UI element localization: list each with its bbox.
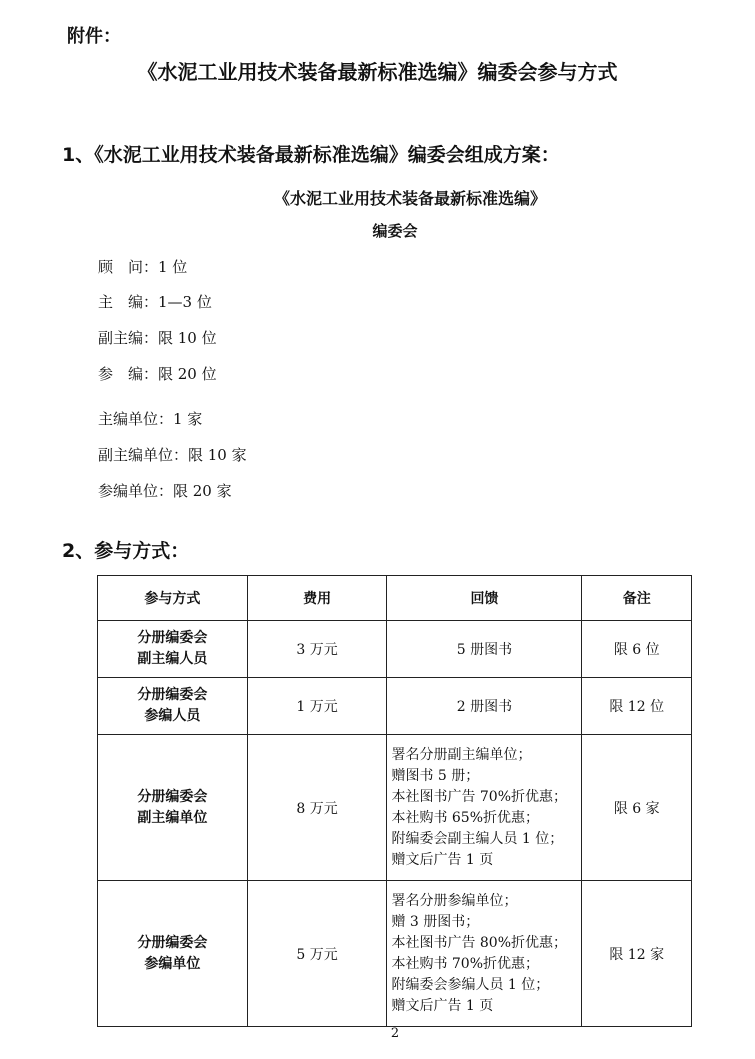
method-line: 分册编委会 <box>137 934 208 951</box>
role-chief-editor: 主 编：1—3 位 <box>98 293 212 311</box>
return-line: 附编委会参编人员 1 位； <box>391 976 550 993</box>
method-line: 参编人员 <box>144 708 201 724</box>
cell-method <box>98 621 248 678</box>
role-deputy-unit: 副主编单位：限 10 家 <box>98 446 247 464</box>
cell-note: 限 6 家 <box>582 735 692 881</box>
table-row <box>98 621 692 678</box>
method-line: 分册编委会 <box>137 687 208 703</box>
return-line: 署名分册参编单位； <box>391 892 518 909</box>
cell-return <box>387 881 582 1027</box>
role-chief-unit: 主编单位：1 家 <box>98 410 203 428</box>
cell-method <box>98 735 248 881</box>
method-line: 分册编委会 <box>137 630 208 646</box>
return-line: 署名分册副主编单位； <box>391 746 532 763</box>
header-method: 参与方式 <box>98 576 248 621</box>
table-row <box>98 678 692 735</box>
method-line: 参编单位 <box>144 955 201 972</box>
method-line: 副主编单位 <box>137 809 208 826</box>
method-line: 分册编委会 <box>137 788 208 805</box>
section2-heading: 2、参与方式： <box>62 540 190 562</box>
return-line: 本社图书广告 80%折优惠； <box>391 934 568 951</box>
method-line: 副主编人员 <box>137 651 208 667</box>
return-line: 附编委会副主编人员 1 位； <box>391 830 564 847</box>
section1-heading: 1、《水泥工业用技术装备最新标准选编》编委会组成方案： <box>62 144 560 166</box>
cell-note: 限 6 位 <box>582 621 692 678</box>
cell-return <box>387 735 582 881</box>
return-line: 本社购书 70%折优惠； <box>391 955 540 972</box>
role-contributor-unit: 参编单位：限 20 家 <box>98 482 232 500</box>
table-row <box>98 735 692 881</box>
cell-note: 限 12 位 <box>582 678 692 735</box>
participation-table <box>97 575 692 1027</box>
cell-fee: 8 万元 <box>247 735 387 881</box>
return-line: 本社购书 65%折优惠； <box>391 809 540 826</box>
return-line: 赠文后广告 1 页 <box>391 851 494 868</box>
cell-fee: 3 万元 <box>247 621 387 678</box>
cell-return: 5 册图书 <box>387 621 582 678</box>
return-line: 本社图书广告 70%折优惠； <box>391 788 568 805</box>
attachment-label: 附件： <box>67 26 121 47</box>
cell-method <box>98 881 248 1027</box>
role-advisor: 顾 问：1 位 <box>98 258 188 276</box>
cell-method <box>98 678 248 735</box>
document-title: 《水泥工业用技术装备最新标准选编》编委会参与方式 <box>137 60 618 84</box>
header-fee: 费用 <box>247 576 387 621</box>
cell-fee: 5 万元 <box>247 881 387 1027</box>
table-header-row <box>98 576 692 621</box>
return-line: 赠 3 册图书； <box>391 913 480 930</box>
role-deputy-editor: 副主编：限 10 位 <box>98 329 217 347</box>
return-line: 赠图书 5 册； <box>391 767 480 784</box>
role-contributor: 参 编：限 20 位 <box>98 365 217 383</box>
committee-subtitle: 编委会 <box>372 222 418 240</box>
header-note: 备注 <box>582 576 692 621</box>
table-row <box>98 881 692 1027</box>
return-line: 赠文后广告 1 页 <box>391 997 494 1014</box>
page-number: 2 <box>390 1026 400 1041</box>
cell-return: 2 册图书 <box>387 678 582 735</box>
committee-title: 《水泥工业用技术装备最新标准选编》 <box>273 189 546 208</box>
cell-fee: 1 万元 <box>247 678 387 735</box>
header-return: 回馈 <box>387 576 582 621</box>
cell-note: 限 12 家 <box>582 881 692 1027</box>
